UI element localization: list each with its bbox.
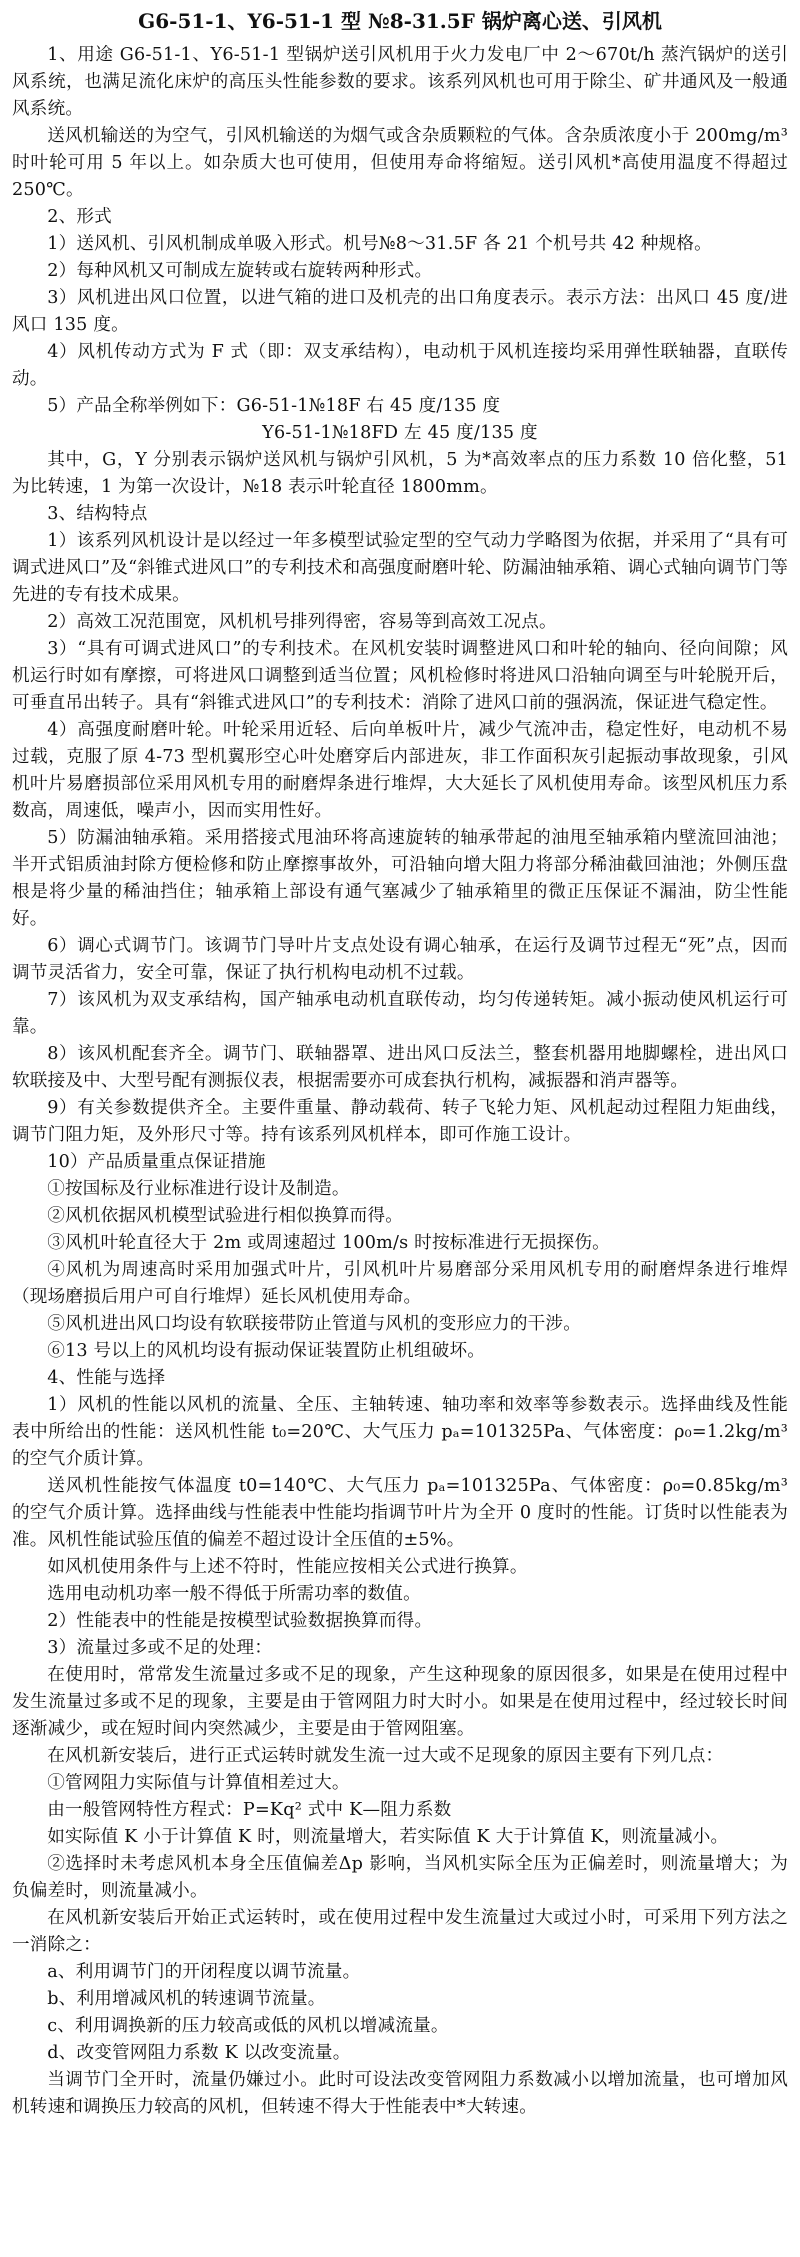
list-item-quality-6: ⑥13 号以上的风机均设有振动保证装置防止机组破坏。 [47,1341,486,1361]
list-item-quality-3: ③风机叶轮直径大于 2m 或周速超过 100m/s 时按标准进行无损探伤。 [47,1233,610,1253]
paragraph-remedies-intro: 在风机新安装后开始正式运转时，或在使用过程中发生流量过大或过小时，可采用下列方法之一消除之： [12,1908,788,1955]
paragraph-structure-8: 8）该风机配套齐全。调节门、联轴器罩、进出风口反法兰，整套机器用地脚螺栓，进出风口软联接及中、大型号配有测振仪表，根据需要亦可成套执行机构，减振器和消声器等。 [12,1044,788,1091]
paragraph-flow-causes: 在使用时，常常发生流量过多或不足的现象，产生这种现象的原因很多，如果是在使用过程中发生流量过多或不足的现象，主要是由于管网阻力时大时小。如果是在使用过程中，经过较长时间逐渐减少，或在短时间内突然减少，主要是由于管网阻塞。 [12,1665,788,1739]
paragraph-structure-4: 4）高强度耐磨叶轮。叶轮采用近轻、后向单板叶片，减少气流冲击，稳定性好，电动机不易过载，克服了原 4-73 型机翼形空心叶处磨穿后内部进灰，非工作面积灰引起振动事故现象，引风机叶片易磨损部位采用风机专用的耐磨焊条进行堆焊，大大延长了风机使用寿命。该型风机压力系数高，周速低，噪声小，因而实用性好。 [12,720,788,821]
list-item-remedy-a: a、利用调节门的开闭程度以调节流量。 [47,1962,361,1982]
paragraph-form-4: 4）风机传动方式为 F 式（即：双支承结构），电动机于风机连接均采用弹性联轴器，直联传动。 [12,342,788,389]
paragraph-form-3: 3）风机进出风口位置，以进气箱的进口及机壳的出口角度表示。表示方法：出风口 45 度/进风口 135 度。 [12,288,788,335]
list-item-cause-1: ①管网阻力实际值与计算值相差过大。 [47,1773,350,1793]
paragraph-structure-9: 9）有关参数提供齐全。主要件重量、静动载荷、转子飞轮力矩、风机起动过程阻力矩曲线，调节门阻力矩，及外形尺寸等。持有该系列风机样本，即可作施工设计。 [12,1098,788,1145]
paragraph-network-equation: 由一般管网特性方程式：P=Kq² 式中 K—阻力系数 [47,1800,452,1820]
paragraph-performance-1d: 选用电动机功率一般不得低于所需功率的数值。 [47,1584,421,1604]
list-item-quality-4: ④风机为周速高时采用加强式叶片，引风机叶片易磨部分采用风机专用的耐磨焊条进行堆焊（现场磨损后用户可自行堆焊）延长风机使用寿命。 [12,1260,788,1307]
paragraph-form-5-example-2: Y6-51-1№18FD 左 45 度/135 度 [262,423,538,443]
paragraph-medium: 送风机输送的为空气，引风机输送的为烟气或含杂质颗粒的气体。含杂质浓度小于 200mg/m³时叶轮可用 5 年以上。如杂质大也可使用，但使用寿命将缩短。送引风机*高使用温度不得超过 250℃。 [12,126,788,200]
heading-performance: 4、性能与选择 [47,1368,166,1388]
paragraph-form-explanation: 其中，G，Y 分别表示锅炉送风机与锅炉引风机，5 为*高效率点的压力系数 10 倍化整，51 为比转速，1 为第一次设计，№18 表示叶轮直径 1800mm。 [12,450,788,497]
paragraph-structure-3: 3）“具有可调式进风口”的专利技术。在风机安装时调整进风口和叶轮的轴向、径向间隙；风机运行时如有摩擦，可将进风口调整到适当位置；风机检修时将进风口沿轴向调至与叶轮脱开后，可垂直吊出转子。具有“斜锥式进风口”的专利技术：消除了进风口前的强涡流，保证进气稳定性。 [12,639,788,713]
list-item-quality-2: ②风机依据风机模型试验进行相似换算而得。 [47,1206,404,1226]
document-title: G6-51-1、Y6-51-1 型 №8-31.5F 锅炉离心送、引风机 [138,9,662,33]
paragraph-form-1: 1）送风机、引风机制成单吸入形式。机号№8～31.5F 各 21 个机号共 42 种规格。 [47,234,712,254]
paragraph-structure-5: 5）防漏油轴承箱。采用搭接式甩油环将高速旋转的轴承带起的油甩至轴承箱内壁流回油池；半开式铝质油封除方便检修和防止摩擦事故外，可沿轴向增大阻力将部分稀油截回油池；外侧压盘根是将少量的稀油挡住；轴承箱上部设有通气塞减少了轴承箱里的微正压保证不漏油，防尘性能好。 [12,828,788,929]
paragraph-form-2: 2）每种风机又可制成左旋转或右旋转两种形式。 [47,261,433,281]
list-item-remedy-d: d、改变管网阻力系数 K 以改变流量。 [47,2043,351,2063]
paragraph-structure-2: 2）高效工况范围宽，风机机号排列得密，容易等到高效工况点。 [47,612,557,632]
list-item-quality-1: ①按国标及行业标准进行设计及制造。 [47,1179,350,1199]
paragraph-structure-10: 10）产品质量重点保证措施 [47,1152,266,1172]
paragraph-final: 当调节门全开时，流量仍嫌过小。此时可设法改变管网阻力系数减小以增加流量，也可增加风机转速和调换压力较高的风机，但转速不得大于性能表中*大转速。 [12,2070,788,2117]
paragraph-structure-7: 7）该风机为双支承结构，国产轴承电动机直联传动，均匀传递转矩。减小振动使风机运行可靠。 [12,990,788,1037]
list-item-remedy-c: c、利用调换新的压力较高或低的风机以增减流量。 [47,2016,449,2036]
paragraph-k-comparison: 如实际值 K 小于计算值 K 时，则流量增大，若实际值 K 大于计算值 K，则流量减小。 [47,1827,729,1847]
paragraph-structure-6: 6）调心式调节门。该调节门导叶片支点处设有调心轴承，在运行及调节过程无“死”点，因而调节灵活省力，安全可靠，保证了执行机构电动机不过载。 [12,936,788,983]
heading-structure: 3、结构特点 [47,504,148,524]
list-item-cause-2: ②选择时未考虑风机本身全压值偏差Δp 影响，当风机实际全压为正偏差时，则流量增大；为负偏差时，则流量减小。 [12,1854,788,1901]
heading-form: 2、形式 [47,207,112,227]
list-item-quality-5: ⑤风机进出风口均设有软联接带防止管道与风机的变形应力的干涉。 [47,1314,582,1334]
paragraph-flow-new-install: 在风机新安装后，进行正式运转时就发生流一过大或不足现象的原因主要有下列几点： [47,1746,724,1766]
paragraph-performance-1c: 如风机使用条件与上述不符时，性能应按相关公式进行换算。 [47,1557,528,1577]
paragraph-performance-3: 3）流量过多或不足的处理： [47,1638,273,1658]
list-item-remedy-b: b、利用增减风机的转速调节流量。 [47,1989,326,2009]
paragraph-performance-1: 1）风机的性能以风机的流量、全压、主轴转速、轴功率和效率等参数表示。选择曲线及性能表中所给出的性能：送风机性能 t₀=20℃、大气压力 pₐ=101325Pa、气体密度：ρ₀=1.2kg/m³ 的空气介质计算。 [12,1395,788,1469]
paragraph-performance-2: 2）性能表中的性能是按模型试验数据换算而得。 [47,1611,433,1631]
paragraph-form-5: 5）产品全称举例如下：G6-51-1№18F 右 45 度/135 度 [47,396,501,416]
paragraph-structure-1: 1）该系列风机设计是以经过一年多模型试验定型的空气动力学略图为依据，并采用了“具有可调式进风口”及“斜锥式进风口”的专利技术和高强度耐磨叶轮、防漏油轴承箱、调心式轴向调节门等先进的专有技术成果。 [12,531,788,605]
paragraph-performance-1b: 送风机性能按气体温度 t0=140℃、大气压力 pₐ=101325Pa、气体密度：ρ₀=0.85kg/m³ 的空气介质计算。选择曲线与性能表中性能均指调节叶片为全开 0 度时的性能。订货时以性能表为准。风机性能试验压值的偏差不超过设计全压值的±5%。 [12,1476,788,1550]
paragraph-purpose: 1、用途 G6-51-1、Y6-51-1 型锅炉送引风机用于火力发电厂中 2～670t/h 蒸汽锅炉的送引风系统，也满足流化床炉的高压头性能参数的要求。该系列风机也可用于除尘、矿井通风及一般通风系统。 [12,45,788,119]
